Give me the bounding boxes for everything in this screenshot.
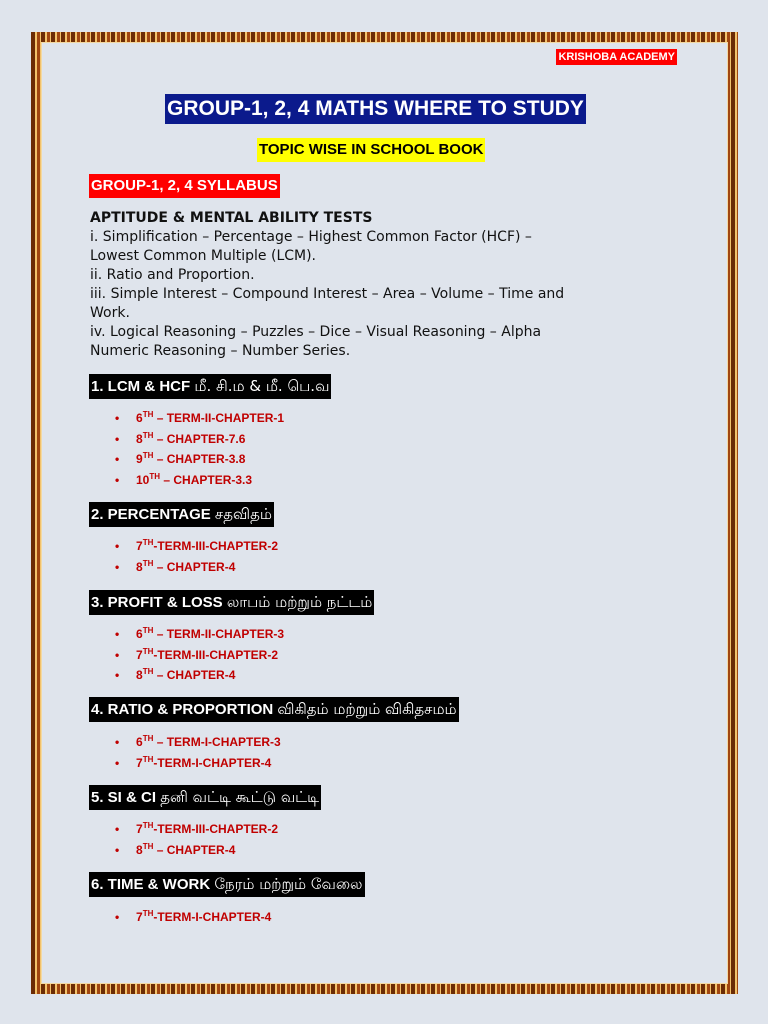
section-heading-english: 5. SI & CI xyxy=(91,789,157,806)
grade-number: 9 xyxy=(136,452,143,466)
section-heading-si-ci xyxy=(89,785,321,810)
grade-suffix: TH xyxy=(149,471,161,481)
section-heading-tamil: விகிதம் மற்றும் விகிதசமம் xyxy=(277,700,457,718)
grade-number: 8 xyxy=(136,559,143,574)
chapter-ref: -TERM-III-CHAPTER-2 xyxy=(153,647,279,662)
aptitude-tests-block xyxy=(90,209,630,361)
bullet-icon: • xyxy=(115,539,120,553)
bullet-icon: • xyxy=(115,559,120,574)
list-item xyxy=(115,665,284,686)
section-heading-english: 6. TIME & WORK xyxy=(91,876,211,893)
list-item xyxy=(115,753,281,774)
section-heading-lcm-hcf xyxy=(89,374,331,399)
list-item xyxy=(115,408,284,429)
list-item xyxy=(115,624,284,645)
bullet-icon: • xyxy=(115,647,120,662)
academy-tag: KRISHOBA ACADEMY xyxy=(558,51,675,63)
bullet-icon: • xyxy=(115,472,120,487)
section-heading-ratio-proportion xyxy=(89,697,459,722)
syllabus-line: iv. Logical Reasoning – Puzzles – Dice – Visual Reasoning – Alpha xyxy=(90,324,542,340)
grade-suffix: TH xyxy=(142,734,154,743)
grade-number: 6 xyxy=(136,411,143,425)
chapter-ref: – CHAPTER-4 xyxy=(153,842,236,857)
section-heading-english: 3. PROFIT & LOSS xyxy=(91,594,223,611)
list-item xyxy=(115,449,284,470)
page-subtitle: TOPIC WISE IN SCHOOL BOOK xyxy=(257,138,485,162)
chapter-list-time-work xyxy=(115,907,271,928)
section-heading-english: 4. RATIO & PROPORTION xyxy=(91,701,274,718)
grade-number: 7 xyxy=(136,647,143,662)
bullet-icon: • xyxy=(115,910,120,924)
list-item xyxy=(115,470,284,491)
list-item xyxy=(115,819,278,840)
grade-suffix: TH xyxy=(142,626,154,635)
chapter-ref: – CHAPTER-3.8 xyxy=(153,452,246,466)
grade-suffix: TH xyxy=(142,909,154,918)
chapter-ref: – CHAPTER-4 xyxy=(153,668,236,682)
list-item xyxy=(115,732,281,753)
section-heading-tamil: மீ. சி.ம & மீ. பெ.வ xyxy=(194,377,330,395)
grade-number: 8 xyxy=(136,842,143,857)
grade-suffix: TH xyxy=(142,430,154,440)
page-title: GROUP-1, 2, 4 MATHS WHERE TO STUDY xyxy=(165,94,586,124)
section-heading-tamil: லாபம் மற்றும் நட்டம் xyxy=(226,593,373,611)
grade-suffix: TH xyxy=(142,558,154,568)
section-heading-percentage xyxy=(89,502,274,527)
bullet-icon: • xyxy=(115,627,120,641)
bullet-icon: • xyxy=(115,735,120,749)
chapter-list-ratio-proportion xyxy=(115,732,281,773)
chapter-list-si-ci xyxy=(115,819,278,860)
chapter-ref: – TERM-II-CHAPTER-3 xyxy=(153,627,285,641)
syllabus-heading: GROUP-1, 2, 4 SYLLABUS xyxy=(89,174,280,198)
bullet-icon: • xyxy=(115,668,120,682)
chapter-ref: -TERM-I-CHAPTER-4 xyxy=(153,910,272,924)
chapter-ref: – TERM-II-CHAPTER-1 xyxy=(153,411,285,425)
bullet-icon: • xyxy=(115,755,120,770)
grade-number: 6 xyxy=(136,735,143,749)
grade-suffix: TH xyxy=(142,646,154,656)
syllabus-line: ii. Ratio and Proportion. xyxy=(90,267,255,283)
grade-number: 7 xyxy=(136,539,143,553)
bullet-icon: • xyxy=(115,431,120,446)
chapter-ref: – CHAPTER-7.6 xyxy=(153,431,246,446)
section-heading-profit-loss xyxy=(89,590,374,615)
grade-suffix: TH xyxy=(142,754,154,764)
section-heading-tamil: தனி வட்டி கூட்டு வட்டி xyxy=(160,788,320,806)
section-heading-tamil: நேரம் மற்றும் வேலை xyxy=(214,875,363,893)
bullet-icon: • xyxy=(115,822,120,836)
grade-number: 7 xyxy=(136,822,143,836)
chapter-ref: – CHAPTER-4 xyxy=(153,559,236,574)
chapter-list-profit-loss xyxy=(115,624,284,686)
aptitude-tests-title: APTITUDE & MENTAL ABILITY TESTS xyxy=(90,210,373,226)
chapter-ref: – TERM-I-CHAPTER-3 xyxy=(153,735,281,749)
grade-suffix: TH xyxy=(142,667,154,676)
syllabus-line: Lowest Common Multiple (LCM). xyxy=(90,248,317,264)
list-item xyxy=(115,907,271,928)
syllabus-line: Work. xyxy=(90,305,130,321)
chapter-ref: – CHAPTER-3.3 xyxy=(160,472,253,487)
section-heading-time-work xyxy=(89,872,365,897)
grade-suffix: TH xyxy=(142,821,154,830)
section-heading-english: 2. PERCENTAGE xyxy=(91,506,211,523)
chapter-ref: -TERM-I-CHAPTER-4 xyxy=(153,755,272,770)
grade-number: 10 xyxy=(136,472,150,487)
grade-suffix: TH xyxy=(142,538,154,547)
grade-suffix: TH xyxy=(142,410,154,419)
grade-number: 7 xyxy=(136,910,143,924)
list-item xyxy=(115,645,284,666)
list-item xyxy=(115,557,278,578)
grade-number: 7 xyxy=(136,755,143,770)
grade-suffix: TH xyxy=(142,841,154,851)
list-item xyxy=(115,840,278,861)
bullet-icon: • xyxy=(115,842,120,857)
chapter-list-lcm-hcf xyxy=(115,408,284,490)
bullet-icon: • xyxy=(115,411,120,425)
section-heading-english: 1. LCM & HCF xyxy=(91,378,191,395)
grade-suffix: TH xyxy=(142,451,154,460)
bullet-icon: • xyxy=(115,452,120,466)
list-item xyxy=(115,536,278,557)
grade-number: 8 xyxy=(136,668,143,682)
syllabus-line: Numeric Reasoning – Number Series. xyxy=(90,343,351,359)
list-item xyxy=(115,429,284,450)
grade-number: 6 xyxy=(136,627,143,641)
chapter-ref: -TERM-III-CHAPTER-2 xyxy=(153,539,279,553)
syllabus-line: iii. Simple Interest – Compound Interest – Area – Volume – Time and xyxy=(90,286,565,302)
chapter-list-percentage xyxy=(115,536,278,577)
chapter-ref: -TERM-III-CHAPTER-2 xyxy=(153,822,279,836)
syllabus-line: i. Simplification – Percentage – Highest Common Factor (HCF) – xyxy=(90,229,532,245)
grade-number: 8 xyxy=(136,431,143,446)
section-heading-tamil: சதவிதம் xyxy=(214,505,272,523)
